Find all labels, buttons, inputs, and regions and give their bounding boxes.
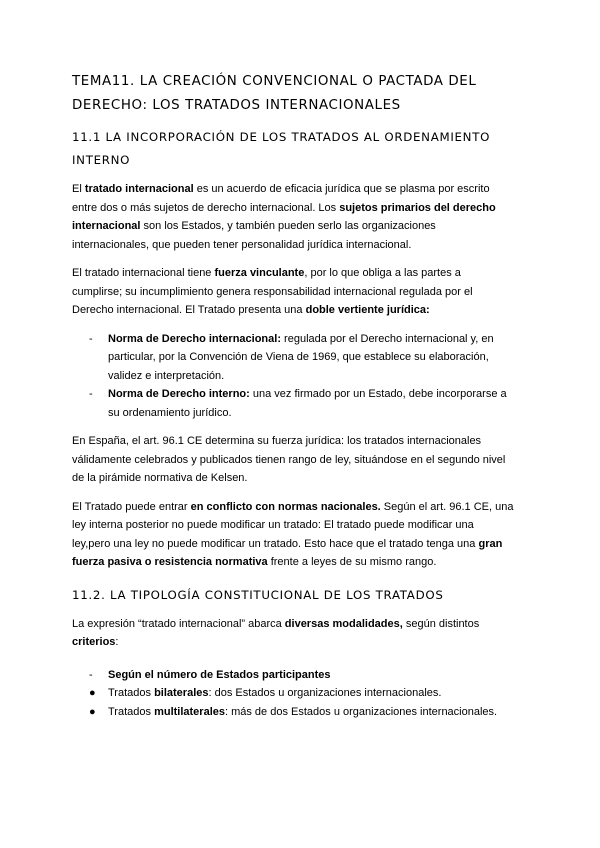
paragraph-conflicto xyxy=(72,498,514,572)
bullet-marker: ● xyxy=(89,687,96,699)
paragraph-espana: En España, el art. 96.1 CE determina su fuerza jurídica: los tratados internacionales válidamente celebrados y publicados tienen rango de ley, situándose en el segundo nivel de la pirámide normativa de Kelsen. xyxy=(72,435,506,484)
bold-text: bilaterales xyxy=(154,687,209,699)
list-item xyxy=(72,703,514,722)
list-item xyxy=(72,684,514,703)
vertiente-list xyxy=(72,330,514,423)
bold-text: en conflicto con normas nacionales. xyxy=(190,500,381,513)
text: La expresión “tratado internacional” abarca xyxy=(72,617,285,630)
section-1-heading-line-2: INTERNO xyxy=(72,153,131,167)
bold-text: fuerza vinculante xyxy=(214,267,305,279)
bold-text: diversas modalidades, xyxy=(284,617,403,630)
bullet-marker: ● xyxy=(89,705,96,718)
text: una vez firmado por un Estado, debe incorporarse a su ordenamiento jurídico. xyxy=(108,388,507,419)
text: Según el art. 96.1 CE, una ley interna posterior no puede modificar un tratado: El tratado puede modificar una ley,pero una ley no puede modificar un tratado. Esto hace que el tratado tenga una xyxy=(72,500,514,550)
text: según distintos xyxy=(402,617,480,630)
bold-text: criterios xyxy=(72,636,116,648)
text: frente a leyes de su mismo rango. xyxy=(267,556,437,568)
text: , por lo que obliga a las partes a cumplirse; su incumplimiento genera responsabilidad internacional regulada por el Derecho internacional. El Tratado presenta una xyxy=(72,267,473,316)
text: Tratados xyxy=(108,705,155,718)
bold-text: gran fuerza pasiva o resistencia normativa xyxy=(72,537,503,568)
list-marker: - xyxy=(89,388,93,400)
bold-text: Según el número de Estados participantes xyxy=(108,668,331,681)
list-marker: - xyxy=(89,668,93,681)
bold-text: Norma de Derecho internacional: xyxy=(108,332,281,345)
title-line-1: TEMA11. LA CREACIÓN CONVENCIONAL O PACTADA DEL xyxy=(72,74,477,89)
text: : xyxy=(115,636,119,648)
bold-text: tratado internacional xyxy=(84,183,194,195)
tipologia-list xyxy=(72,666,514,722)
section-2-heading: 11.2. LA TIPOLOGÍA CONSTITUCIONAL DE LOS TRATADOS xyxy=(72,587,444,602)
text: regulada por el Derecho internacional y, en particular, por la Convención de Viena de 1969, que establece su elaboración, validez e interpretación. xyxy=(108,332,494,382)
list-item xyxy=(72,666,514,685)
text: El Tratado puede entrar xyxy=(72,500,191,513)
list-item xyxy=(72,330,514,386)
section-1-heading-line-1: 11.1 LA INCORPORACIÓN DE LOS TRATADOS AL ORDENAMIENTO xyxy=(72,130,491,144)
paragraph-tratado-definition xyxy=(72,180,514,254)
bold-text: doble vertiente jurídica: xyxy=(305,304,430,316)
bold-text: multilaterales xyxy=(154,705,225,718)
list-marker: - xyxy=(89,332,93,345)
text: El xyxy=(72,183,85,195)
document-title xyxy=(72,70,514,118)
list-item xyxy=(72,385,514,422)
bold-text: Norma de Derecho interno: xyxy=(108,388,250,400)
text: : dos Estados u organizaciones internacionales. xyxy=(208,687,442,699)
paragraph-modalidades xyxy=(72,615,514,652)
text: : más de dos Estados u organizaciones internacionales. xyxy=(224,705,498,718)
paragraph-fuerza-vinculante xyxy=(72,264,514,320)
text: son los Estados, y también pueden serlo las organizaciones internacionales, que pueden tener personalidad jurídica internacional. xyxy=(72,220,436,251)
title-line-2: DERECHO: LOS TRATADOS INTERNACIONALES xyxy=(72,98,401,113)
text: es un acuerdo de eficacia jurídica que se plasma por escrito entre dos o más sujetos de derecho internacional. Los xyxy=(72,183,490,214)
text: El tratado internacional tiene xyxy=(72,267,215,279)
bold-text: sujetos primarios del derecho internacional xyxy=(72,201,496,232)
text: Tratados xyxy=(108,687,155,699)
section-1-heading xyxy=(72,126,514,172)
